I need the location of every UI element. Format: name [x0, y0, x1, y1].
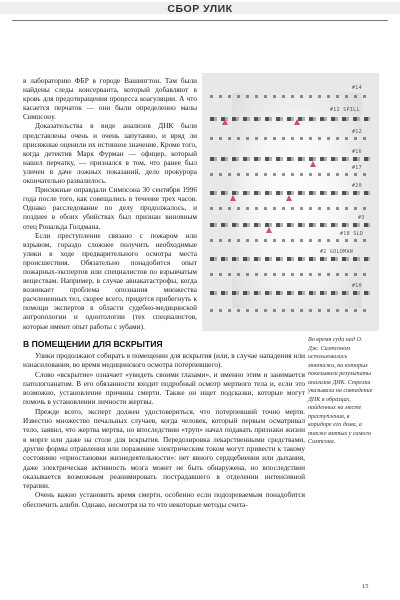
page-title: СБОР УЛИК [167, 3, 233, 15]
dna-lane [210, 95, 370, 98]
dna-lane [210, 257, 370, 261]
left-column-text [23, 76, 197, 331]
section-body-text [23, 351, 305, 509]
dna-lane [210, 239, 370, 242]
paragraph: Улики продолжают собирать в помещении для вскрытия (или, в случае нападения или изнасилования, во время медицинского осмотра потерпевшего). [23, 351, 305, 370]
dna-lane [210, 173, 370, 176]
match-arrow-icon [286, 195, 292, 201]
paragraph: в лабораторию ФБР в городе Вашингтон. Там были найдены следы консерванта, который добавляют в кровь для предотвращения процесса коагуляции. А что касается перчаток — они были определенно малы Симпсону. [23, 76, 197, 122]
running-header [0, 0, 400, 26]
sample-label: #12 SPILL [330, 107, 360, 113]
paragraph: Присяжные оправдали Симпсона 30 сентября 1996 года после того, как совещались в течение трех часов. Однако расследование по делу продолжалось, и позднее в обоих убийствах был признан виновным отец Рональда Голдмана. [23, 185, 197, 231]
paragraph: Очень важно установить время смерти, особенно если подозреваемым понадобится обеспечить алиби. Однако, несмотря на то что некоторые методы счита- [23, 490, 305, 509]
sample-label: #2 GOLDMAN [320, 249, 354, 255]
sample-label: #20 [352, 183, 362, 189]
match-arrow-icon [230, 195, 236, 201]
paragraph: Доказательства в виде анализов ДНК были представлены очень и очень запутанно, и вряд ли присяжные оценили их истинное значение. Кроме того, когда детектив Марк Фурман — офицер, который нашел перчатку, — признался в том, что ранее был уличен в даче ложных показаний, дело прокурора окончательно развалилось. [23, 121, 197, 186]
page-number: 15 [362, 583, 369, 590]
sample-label: #16 [352, 149, 362, 155]
header-rule [12, 20, 388, 21]
match-arrow-icon [294, 119, 300, 125]
paragraph: Прежде всего, эксперт должен удостовериться, что потерпевший точно мертв. Известно множество печальных случаев, когда человек, который первым осматривал тело, заявил, что жертва мертва, но впоследствии «труп» начал подавать признаки жизни в морге или даже на столе для вскрытия. Передозировка лекарственными средствами, другие формы отравления или поражение электрическим током могут привести к такому состоянию «приостановки жизнедеятельности»: нет явного сердцебиения или дыхания, даже электрическая активность мозга может не быть обнаружена, но впоследствии оказывается возможным реанимировать пострадавшего в отделении интенсивной терапии. [23, 406, 305, 491]
sample-label: #10 [352, 283, 362, 289]
match-arrow-icon [310, 161, 316, 167]
dna-lane [210, 223, 370, 227]
dna-lane [210, 117, 370, 121]
sample-label: #18 SLD [340, 231, 364, 237]
sample-label: #14 [352, 85, 362, 91]
dna-lane [210, 291, 370, 295]
paragraph: Если преступление связано с пожаром или взрывом, гораздо сложнее получить необходимые улики в ходе предварительного осмотра места происшествия. Обязательно понадобится опыт пожарных-экспертов или специалистов по взрывчатым веществам. Например, в случае авиакатастрофы, когда возникает проблема опознания множества расчлененных тел, скорее всего, придется прибегнуть к помощи экспертов в области судебно-медицинской антропологии и одонтологии (тех специалистов, которые имеют опыт работы с зубами). [23, 230, 197, 331]
paragraph: Слово «вскрытие» означает «увидеть своими глазами», и именно этим и занимается патологоанатом. В его обязанности входит подробный осмотр мертвого тела и, если это возможно, установление причины смерти. Также он ищет подсказки, которые могут помочь в установлении личности жертвы. [23, 369, 305, 407]
dna-lane [210, 273, 370, 276]
match-arrow-icon [266, 227, 272, 233]
section-heading: В ПОМЕЩЕНИИ ДЛЯ ВСКРЫТИЯ [23, 339, 163, 349]
match-arrow-icon [222, 119, 228, 125]
photo-caption: Во время суда над О. Дж. Симпсоном использовались монтажи, на которых показывали результаты анализов ДНК. Стрелки указывали на совпадение ДНК в образцах, найденных на месте преступления, в коридоре его дома, а также взятых у самого Симпсона. [308, 337, 373, 445]
dna-lane [210, 157, 370, 161]
sample-label: #17 [352, 165, 362, 171]
sample-label: #12 [352, 129, 362, 135]
dna-lane [210, 137, 370, 140]
dna-lane [210, 309, 370, 312]
sample-label: #3 [358, 215, 365, 221]
dna-autoradiograph-photo [202, 73, 379, 331]
dna-lane [210, 207, 370, 210]
